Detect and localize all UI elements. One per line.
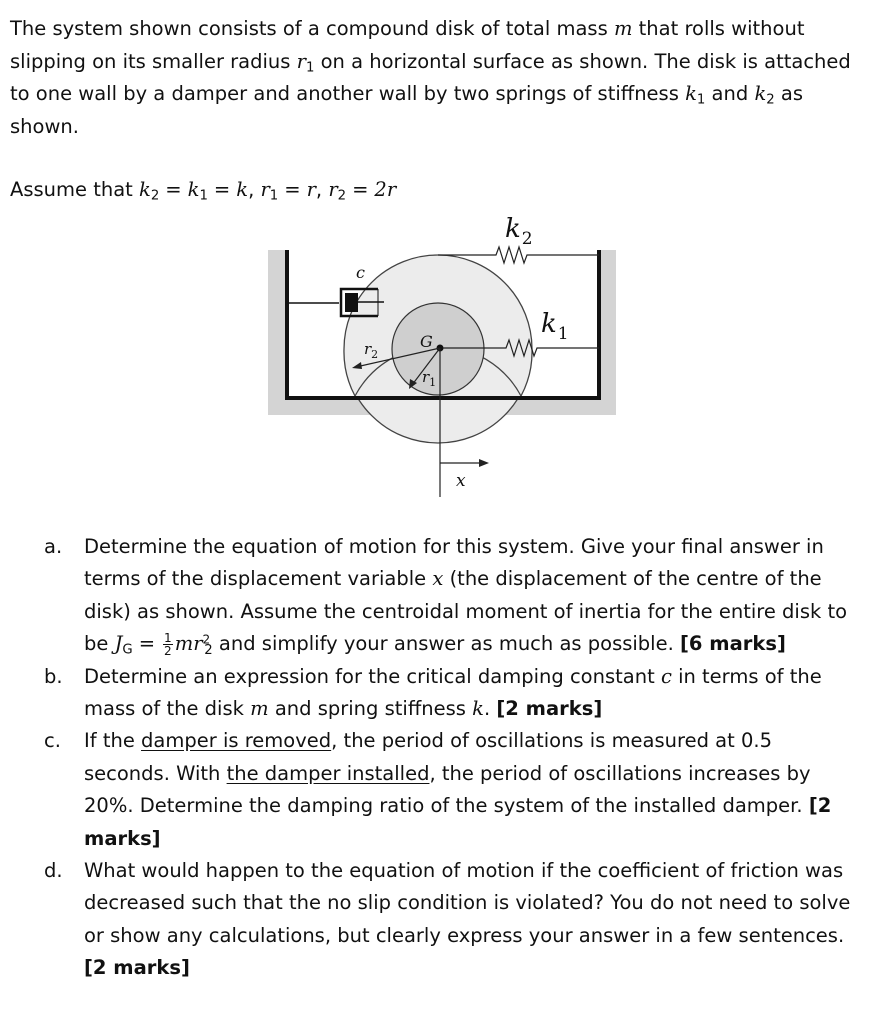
question-letter: a. xyxy=(44,535,63,558)
label-x: x xyxy=(456,471,466,491)
compound-disk-diagram xyxy=(260,205,620,500)
label-r2: $r_2$ xyxy=(364,340,379,361)
marks-badge: [6 marks] xyxy=(680,632,786,656)
intro-paragraph: The system shown consists of a compound disk of total mass m that rolls without slipping on its smaller radius $r_1$ on a horizontal surface as shown. The disk is attached to one wall by a damper and another wall by two springs of stiffness $k_1$ and $k_2$ as shown. xyxy=(10,17,851,138)
question-letter: d. xyxy=(44,859,63,883)
question-b: b. Determine an expression for the critical damping constant c in terms of the mass of the disk m and spring stiffness k. [2 marks] xyxy=(44,661,864,726)
underlined-phrase: the damper installed xyxy=(226,761,430,785)
label-r1: $r_1$ xyxy=(422,368,437,389)
label-G: G xyxy=(420,332,433,351)
one-half-fraction: $\frac{1}{2}$ xyxy=(164,630,172,659)
question-letter: c. xyxy=(44,729,61,753)
label-k1: $k_1$ xyxy=(541,309,569,344)
question-c: c. If the damper is removed, the period of oscillations is measured at 0.5 seconds. With the damper installed, the period of oscillations increases by 20%. Determine the damping ratio of the system of the installed damper. [2 marks] xyxy=(44,725,864,855)
question-letter: b. xyxy=(44,664,63,688)
question-a: a. Determine the equation of motion for this system. Give your final answer in terms of the displacement variable x (the displacement of the centre of the disk) as shown. Assume the centroidal moment of inertia for the entire disk to be $J_G$ = $\frac{1}{2}$ $mr^2_2$ and simplify your answer as much as possible. [6 marks] xyxy=(44,531,864,661)
label-k2: $k_2$ xyxy=(505,214,533,249)
question-list xyxy=(44,531,864,985)
label-c: c xyxy=(356,263,365,282)
marks-badge: [2 marks] xyxy=(496,697,603,721)
underlined-phrase: damper is removed xyxy=(141,729,332,753)
marks-badge: [2 marks] xyxy=(84,956,190,980)
question-d: d. What would happen to the equation of motion if the coefficient of friction was decreased such that the no slip condition is violated? You do not need to solve or show any calculations, but clearly express your answer in a few sentences. [2 marks] xyxy=(44,855,864,985)
assumption-line: Assume that $k_2 = k_1 = k$, $r_1 = r$, $r_2 = 2r$ xyxy=(10,178,397,204)
marks-badge: [2 marks] xyxy=(84,794,832,850)
